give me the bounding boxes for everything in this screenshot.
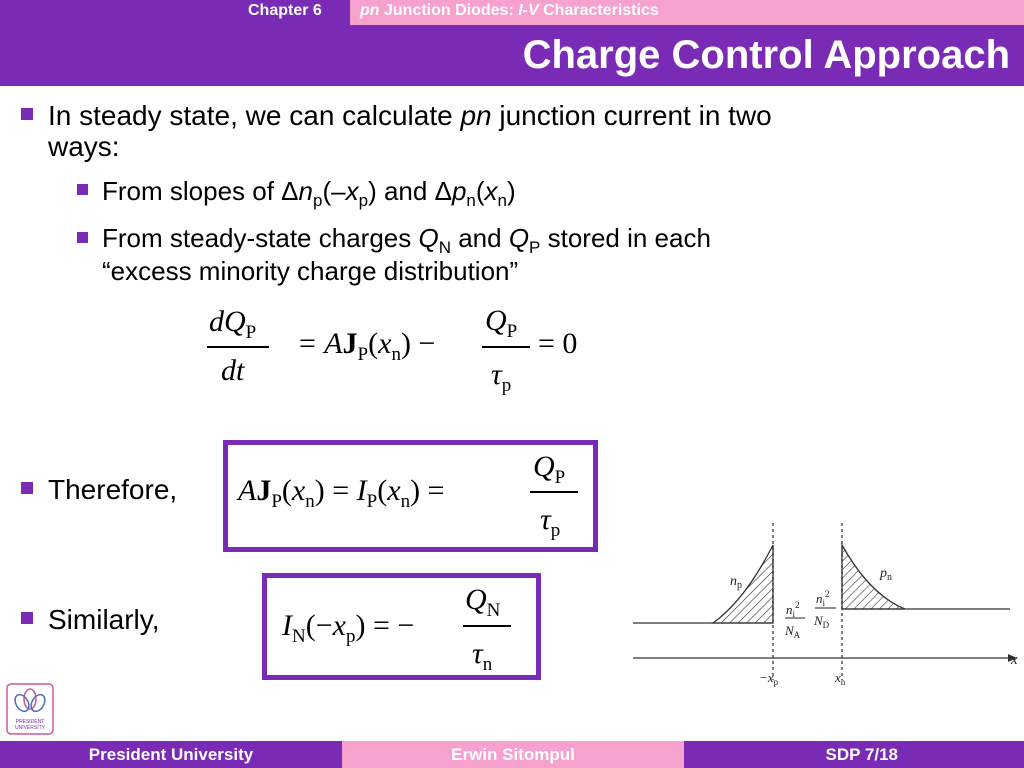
eq3-left: $I_N(-x_p)$ = − <box>282 609 415 647</box>
eq1-middle: = $AJ_P(x_n)$ − <box>297 327 436 365</box>
svg-text:UNIVERSITY: UNIVERSITY <box>14 725 46 731</box>
bullet-marker <box>21 108 33 120</box>
slide-title: Charge Control Approach <box>522 33 1010 77</box>
eq2-left: $AJ_P(x_n) = I_P(x_n)$ = <box>238 474 445 512</box>
eq1-denominator: dt <box>221 354 245 387</box>
eq2-numerator: $Q_P$ <box>533 450 566 488</box>
footer-middle <box>342 741 684 768</box>
footer-page-number: SDP 7/18 <box>825 745 898 764</box>
label-ni2-a: $n_i^2$ <box>786 600 800 619</box>
svg-text:PRESIDENT: PRESIDENT <box>15 719 45 725</box>
x-axis-label: x <box>1011 652 1018 668</box>
eq3-numerator: $Q_N$ <box>465 583 501 621</box>
university-logo <box>6 683 54 735</box>
sub-bullet-1: From slopes of $\Delta n_p(-x_p)$ and $\Delta p_n(x_n)$ <box>102 176 516 211</box>
eq1-right-fraction-bar <box>482 346 530 348</box>
eq3-fraction-bar <box>463 625 511 627</box>
sub-bullet-marker <box>77 184 88 195</box>
title-bar <box>0 25 1024 86</box>
label-np: $n_p$ <box>730 574 742 591</box>
footer-author: Erwin Sitompul <box>451 745 575 764</box>
bullet-marker <box>21 612 33 624</box>
chapter-header <box>0 0 350 25</box>
label-NA: $N_A$ <box>785 623 801 640</box>
eq1-right-denominator: $\tau_p$ <box>491 358 512 396</box>
eq2-fraction-bar <box>530 491 578 493</box>
eq1-numerator: $dQ_P$ <box>209 305 257 343</box>
footer-right <box>684 741 1024 768</box>
eq3-denominator: $\tau_n$ <box>472 637 493 675</box>
eq1-rhs: = 0 <box>538 327 578 360</box>
sub-bullet-2-line1: From steady-state charges $Q_N$ and $Q_P$ stored in each <box>102 223 711 258</box>
footer-university: President University <box>88 745 254 764</box>
bullet-marker <box>21 482 33 494</box>
topic-label: pn Junction Diodes: I-V Characteristics <box>360 2 659 19</box>
sub-bullet-marker <box>77 232 88 243</box>
therefore-label: Therefore, <box>48 474 178 505</box>
excess-holes-n-side <box>842 545 905 609</box>
footer-left <box>0 741 342 768</box>
chapter-label: Chapter 6 <box>248 2 322 19</box>
eq1-fraction-bar <box>207 346 269 348</box>
label-ni2-b: $n_i^2$ <box>816 589 830 608</box>
excess-electrons-p-side <box>713 545 773 623</box>
minority-carrier-diagram <box>625 515 1020 693</box>
eq2-denominator: $\tau_p$ <box>540 503 561 541</box>
bullet-1-line2: ways: <box>48 131 120 162</box>
label-pn: $p_n$ <box>880 566 892 583</box>
tick-label-xn: $x_n$ <box>835 670 846 687</box>
tick-label-xp: $-x_p$ <box>759 670 779 687</box>
sub-bullet-2-line2: “excess minority charge distribution” <box>102 256 519 286</box>
topic-header <box>350 0 1024 25</box>
label-ND: $N_D$ <box>814 613 830 630</box>
bullet-1-line1: In steady state, we can calculate pn junction current in two <box>48 100 772 131</box>
similarly-label: Similarly, <box>48 604 160 635</box>
eq1-right-numerator: $Q_P$ <box>485 304 518 342</box>
